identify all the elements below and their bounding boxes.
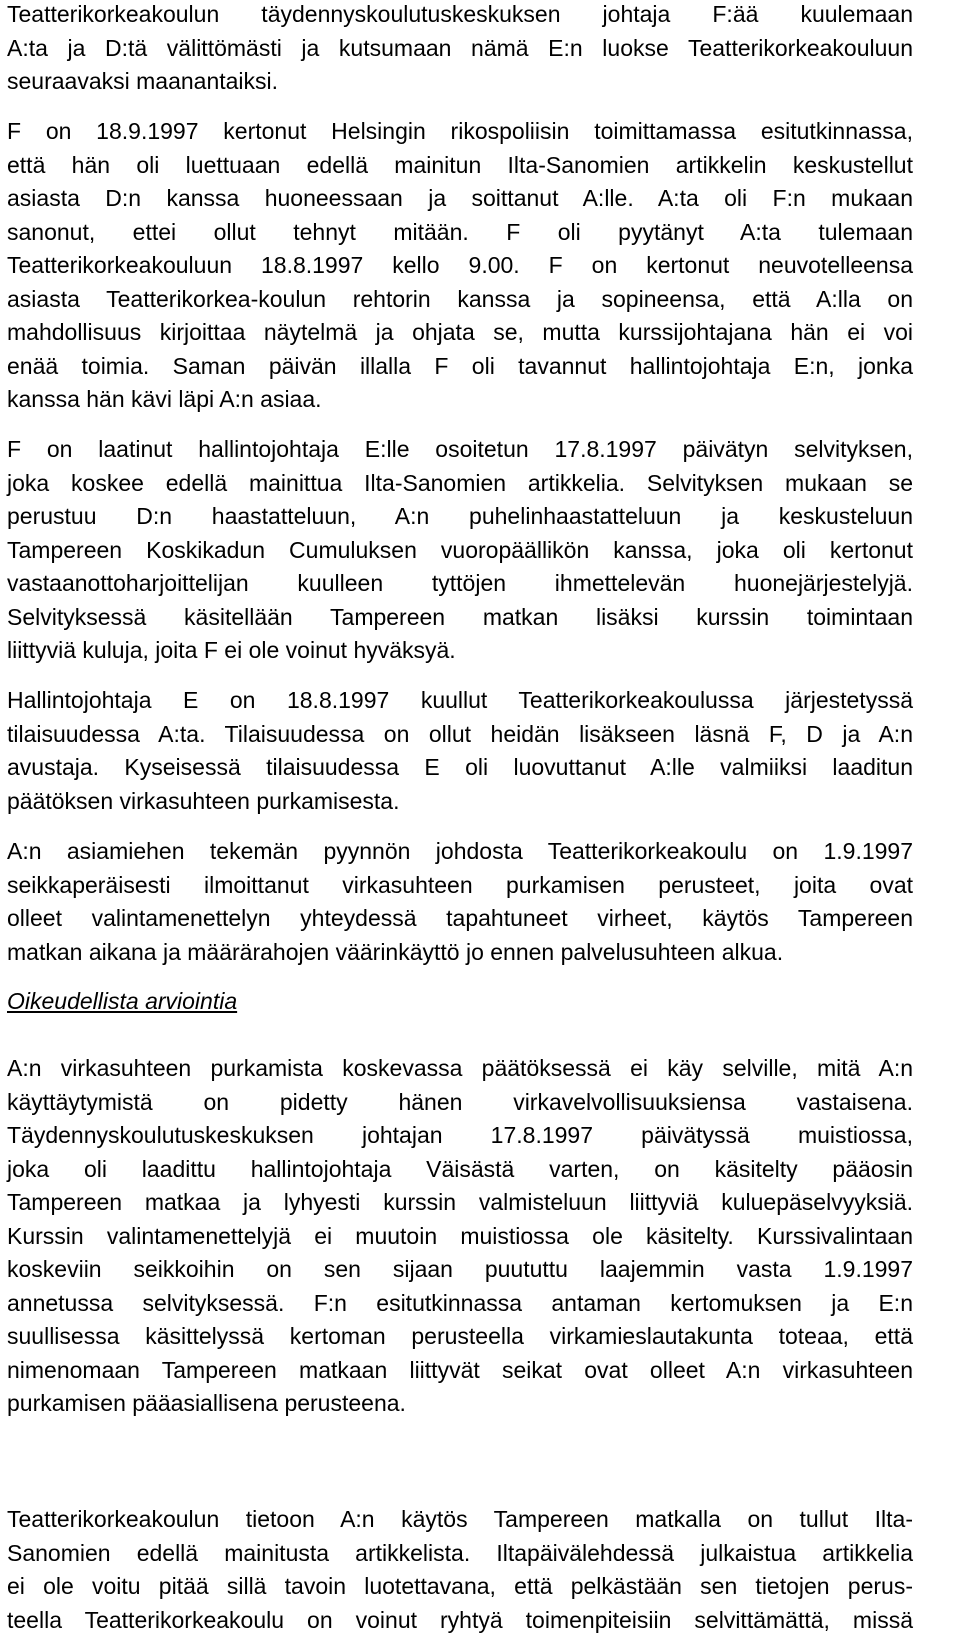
text-line: Teatterikorkeakouluun 18.8.1997 kello 9.00. F on kertonut neuvotelleensa (7, 252, 913, 278)
text-line: Selvityksessä käsitellään Tampereen matkan lisäksi kurssin toimintaan (7, 603, 913, 630)
text-line: liittyviä kuluja, joita F ei ole voinut hyväksyä. (7, 637, 456, 663)
text-line: purkamisen pääasiallisena perusteena. (7, 1390, 406, 1416)
text-line: Hallintojohtaja E on 18.8.1997 kuullut Teatterikorkeakoulussa järjestetyssä (7, 687, 913, 713)
text-line: tilaisuudessa A:ta. Tilaisuudessa on ollut heidän lisäkseen läsnä F, D ja A:n (7, 720, 913, 747)
text-line: Täydennyskoulutuskeskuksen johtajan 17.8.1997 päivätyssä muistiossa, (7, 1122, 913, 1148)
text-line: F on laatinut hallintojohtaja E:lle osoitetun 17.8.1997 päivätyn selvityksen, (7, 436, 913, 462)
text-line: Tampereen Koskikadun Cumuluksen vuoropäällikön kanssa, joka oli kertonut (7, 536, 913, 563)
text-line: F on 18.9.1997 kertonut Helsingin rikospoliisin toimittamassa esitutkinnassa, (7, 118, 913, 144)
text-line: A:ta ja D:tä välittömästi ja kutsumaan nämä E:n luokse Teatterikorkeakouluun (7, 34, 913, 61)
paragraph-1 (7, 0, 913, 99)
paragraph-3 (7, 433, 913, 668)
text-line: perustuu D:n haastatteluun, A:n puhelinhaastatteluun ja keskusteluun (7, 503, 913, 529)
text-line: asiasta Teatterikorkea-koulun rehtorin kanssa ja sopineensa, että A:lla on (7, 285, 913, 312)
text-line: olleet valintamenettelyn yhteydessä tapahtuneet virheet, käytös Tampereen (7, 905, 913, 931)
text-line: kanssa hän kävi läpi A:n asiaa. (7, 386, 322, 412)
text-line: ei ole voitu pitää sillä tavoin luotettavana, että pelkästään sen tietojen perus- (7, 1573, 913, 1599)
text-line: päätöksen virkasuhteen purkamisesta. (7, 787, 400, 814)
text-line: vastaanottoharjoittelijan kuulleen tyttöjen ihmettelevän huonejärjestelyjä. (7, 570, 913, 596)
section-heading: Oikeudellista arviointia (7, 988, 238, 1014)
text-line: käyttäytymistä on pidetty hänen virkavelvollisuuksiensa vastaisena. (7, 1088, 913, 1115)
text-line: koskeviin seikkoihin on sen sijaan puututtu laajemmin vasta 1.9.1997 (7, 1256, 913, 1282)
text-line: että hän oli luettuaan edellä mainitun Ilta-Sanomien artikkelin keskustellut (7, 151, 913, 178)
text-line: seuraavaksi maanantaiksi. (7, 68, 279, 94)
text-line: Teatterikorkeakoulun täydennyskoulutuskeskuksen johtaja F:ää kuulemaan (7, 1, 913, 27)
text-line: suullisessa käsittelyssä kertoman perusteella virkamieslautakunta toteaa, että (7, 1323, 913, 1349)
text-line: A:n virkasuhteen purkamista koskevassa päätöksessä ei käy selville, mitä A:n (7, 1055, 913, 1081)
text-line: Tampereen matkaa ja lyhyesti kurssin valmisteluun liittyviä kuluepäselvyyksiä. (7, 1189, 913, 1215)
text-line: seikkaperäisesti ilmoittanut virkasuhteen purkamisen perusteet, joita ovat (7, 871, 913, 898)
paragraph-2 (7, 115, 913, 417)
text-line: enää toimia. Saman päivän illalla F oli tavannut hallintojohtaja E:n, jonka (7, 352, 913, 379)
text-line: mahdollisuus kirjoittaa näytelmä ja ohjata se, mutta kurssijohtajana hän ei voi (7, 319, 913, 345)
text-line: annetussa selvityksessä. F:n esitutkinnassa antaman kertomuksen ja E:n (7, 1289, 913, 1316)
text-line: Teatterikorkeakoulun tietoon A:n käytös Tampereen matkalla on tullut Ilta- (7, 1506, 913, 1532)
text-line: sanonut, ettei ollut tehnyt mitään. F oli pyytänyt A:ta tulemaan (7, 218, 913, 245)
text-line: joka oli laadittu hallintojohtaja Väisästä varten, on käsitelty pääosin (7, 1155, 913, 1182)
text-line: matkan aikana ja määrärahojen väärinkäyttö jo ennen palvelusuhteen alkua. (7, 938, 784, 965)
paragraph-7 (7, 1503, 913, 1637)
text-line: asiasta D:n kanssa huoneessaan ja soittanut A:lle. A:ta oli F:n mukaan (7, 185, 913, 211)
text-line: teella Teatterikorkeakoulu on voinut ryhtyä toimenpiteisiin selvittämättä, missä (7, 1606, 913, 1633)
text-line: nimenomaan Tampereen matkaan liittyvät seikat ovat olleet A:n virkasuhteen (7, 1356, 913, 1383)
text-line: avustaja. Kyseisessä tilaisuudessa E oli luovuttanut A:lle valmiiksi laaditun (7, 754, 913, 780)
text-line: joka koskee edellä mainittua Ilta-Sanomien artikkelia. Selvityksen mukaan se (7, 469, 913, 496)
paragraph-4 (7, 684, 913, 818)
paragraph-6 (7, 1052, 913, 1421)
paragraph-5 (7, 835, 913, 969)
text-line: Sanomien edellä mainitusta artikkelista. Iltapäivälehdessä julkaistua artikkelia (7, 1539, 913, 1566)
text-line: A:n asiamiehen tekemän pyynnön johdosta Teatterikorkeakoulu on 1.9.1997 (7, 838, 913, 864)
text-line: Kurssin valintamenettelyjä ei muutoin muistiossa ole käsitelty. Kurssivalintaan (7, 1222, 913, 1249)
